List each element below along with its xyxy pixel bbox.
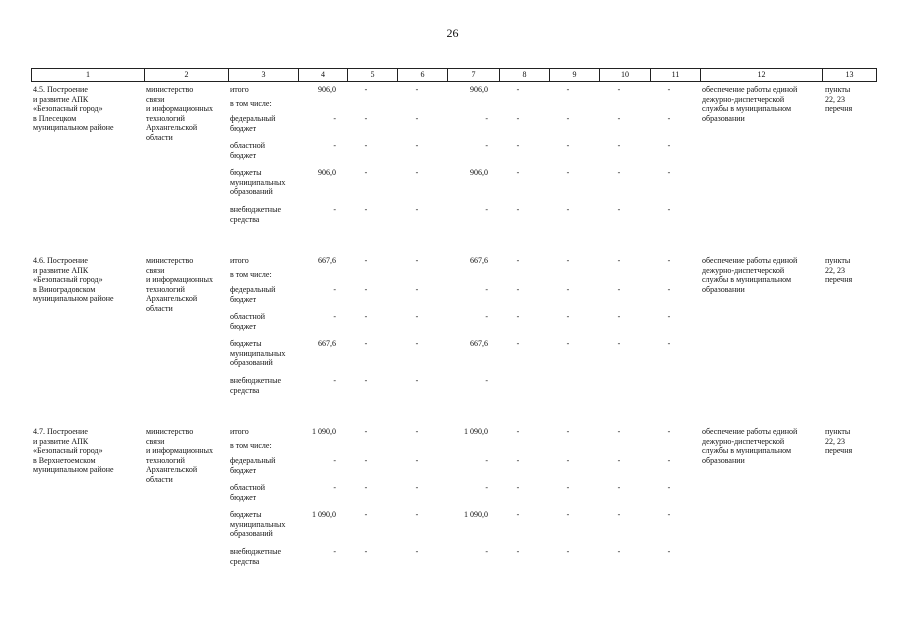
amount-cell: - — [485, 205, 488, 214]
amount-cell: 1 090,0 — [312, 510, 336, 519]
amount-cell: - — [364, 456, 368, 465]
activity-name: 4.6. Построение — [33, 256, 88, 265]
amount-cell: - — [617, 141, 621, 150]
header-cell-6: 6 — [398, 69, 448, 81]
amount-cell: 667,6 — [470, 339, 488, 348]
amount-cell: - — [364, 205, 368, 214]
expected-result: образовании — [702, 455, 745, 465]
amount-cell: - — [415, 85, 419, 94]
amount-cell: 1 090,0 — [464, 510, 488, 519]
executor-name: технологий — [146, 284, 185, 294]
funding-source-label: средства — [230, 214, 260, 224]
executor-name: области — [146, 132, 173, 142]
amount-cell: - — [667, 141, 671, 150]
amount-cell: - — [364, 285, 368, 294]
funding-source-label: бюджет — [230, 294, 257, 304]
table-row — [0, 85, 905, 245]
activity-name: «Безопасный город» — [33, 446, 103, 455]
activity-name: муниципальном районе — [33, 294, 114, 303]
amount-cell: - — [364, 312, 368, 321]
table-row — [0, 427, 905, 587]
amount-cell: - — [333, 312, 336, 321]
amount-cell: - — [617, 205, 621, 214]
executor-name: Архангельской — [146, 465, 198, 474]
amount-cell: - — [667, 547, 671, 556]
funding-source-label: бюджет — [230, 150, 257, 160]
expected-result: службы в муниципальном — [702, 275, 792, 284]
amount-cell: - — [516, 256, 520, 265]
amount-cell: - — [667, 205, 671, 214]
amount-cell: - — [364, 483, 368, 492]
amount-cell: - — [364, 339, 368, 348]
funding-source-label: образований — [230, 358, 273, 367]
amount-cell: - — [364, 427, 368, 436]
amount-cell: - — [617, 312, 621, 321]
expected-result: обеспечение работы единой — [702, 256, 798, 265]
executor-name: министерство — [146, 256, 194, 265]
amount-cell: - — [667, 510, 671, 519]
amount-cell: - — [566, 456, 570, 465]
amount-cell: - — [566, 141, 570, 150]
header-cell-10: 10 — [600, 69, 651, 81]
activity-name: муниципальном районе — [33, 465, 114, 474]
header-cell-2: 2 — [145, 69, 229, 81]
amount-cell: - — [516, 510, 520, 519]
amount-cell: - — [485, 376, 488, 385]
amount-cell: - — [617, 114, 621, 123]
amount-cell: - — [617, 85, 621, 94]
funding-source-label: федеральный — [230, 456, 276, 465]
amount-cell: - — [333, 114, 336, 123]
funding-source-label: средства — [230, 556, 260, 566]
expected-result: дежурно-диспетчерской — [702, 265, 785, 275]
header-cell-5: 5 — [348, 69, 398, 81]
activity-name: 4.7. Построение — [33, 427, 88, 436]
funding-source-label: федеральный — [230, 114, 276, 123]
executor-name: Архангельской — [146, 294, 198, 303]
expected-result: службы в муниципальном — [702, 104, 792, 113]
amount-cell: - — [516, 85, 520, 94]
executor-name: области — [146, 474, 173, 484]
funding-source-label: областной — [230, 483, 266, 492]
amount-cell: 906,0 — [470, 168, 488, 177]
expected-result: обеспечение работы единой — [702, 427, 798, 436]
amount-cell: - — [333, 456, 336, 465]
amount-cell: - — [566, 427, 570, 436]
amount-cell: - — [667, 339, 671, 348]
funding-source-label: бюджеты — [230, 339, 262, 348]
executor-name: связи — [146, 436, 165, 446]
activity-name: в Верхнетоемском — [33, 455, 96, 465]
header-cell-7: 7 — [448, 69, 500, 81]
amount-cell: - — [333, 205, 336, 214]
funding-source-label: муниципальных — [230, 519, 286, 529]
amount-cell: 1 090,0 — [312, 427, 336, 436]
reference-items: пункты — [825, 85, 851, 94]
activity-name: «Безопасный город» — [33, 275, 103, 284]
executor-name: и информационных — [146, 446, 213, 455]
executor-name: связи — [146, 265, 165, 275]
header-cell-4: 4 — [299, 69, 348, 81]
expected-result: службы в муниципальном — [702, 446, 792, 455]
amount-cell: 667,6 — [318, 256, 336, 265]
activity-name: и развитие АПК — [33, 265, 89, 275]
funding-source-label: муниципальных — [230, 348, 286, 358]
amount-cell: - — [516, 339, 520, 348]
amount-cell: - — [617, 256, 621, 265]
amount-cell: - — [415, 141, 419, 150]
activity-name: в Виноградовском — [33, 284, 96, 294]
amount-cell: - — [667, 114, 671, 123]
amount-cell: 667,6 — [318, 339, 336, 348]
funding-source-label: федеральный — [230, 285, 276, 294]
reference-items: пункты — [825, 256, 851, 265]
funding-source-label: итого — [230, 427, 249, 436]
amount-cell: - — [333, 285, 336, 294]
header-cell-11: 11 — [651, 69, 701, 81]
amount-cell: - — [333, 547, 336, 556]
expected-result: дежурно-диспетчерской — [702, 94, 785, 104]
funding-source-label: внебюджетные — [230, 547, 281, 556]
amount-cell: - — [516, 456, 520, 465]
amount-cell: - — [415, 285, 419, 294]
funding-source-label: бюджет — [230, 465, 257, 475]
executor-name: связи — [146, 94, 165, 104]
amount-cell: - — [617, 483, 621, 492]
amount-cell: - — [415, 427, 419, 436]
amount-cell: - — [485, 483, 488, 492]
amount-cell: - — [617, 456, 621, 465]
amount-cell: 906,0 — [318, 168, 336, 177]
amount-cell: - — [516, 205, 520, 214]
amount-cell: - — [566, 312, 570, 321]
reference-items: пункты — [825, 427, 851, 436]
amount-cell: - — [516, 427, 520, 436]
header-cell-1: 1 — [32, 69, 145, 81]
amount-cell: - — [667, 427, 671, 436]
reference-items: 22, 23 — [825, 94, 845, 104]
executor-name: министерство — [146, 427, 194, 436]
amount-cell: - — [566, 483, 570, 492]
amount-cell: 1 090,0 — [464, 427, 488, 436]
amount-cell: - — [485, 141, 488, 150]
amount-cell: - — [516, 312, 520, 321]
expected-result: образовании — [702, 284, 745, 294]
funding-source-label: бюджет — [230, 492, 257, 502]
executor-name: технологий — [146, 455, 185, 465]
amount-cell: - — [516, 168, 520, 177]
amount-cell: - — [485, 456, 488, 465]
table-row — [0, 256, 905, 416]
activity-name: и развитие АПК — [33, 436, 89, 446]
amount-cell: - — [364, 168, 368, 177]
amount-cell: - — [617, 285, 621, 294]
header-cell-8: 8 — [500, 69, 550, 81]
amount-cell: - — [516, 483, 520, 492]
amount-cell: - — [485, 285, 488, 294]
header-cell-9: 9 — [550, 69, 600, 81]
amount-cell: - — [566, 114, 570, 123]
amount-cell: - — [516, 285, 520, 294]
amount-cell: - — [333, 483, 336, 492]
amount-cell: 906,0 — [318, 85, 336, 94]
amount-cell: - — [516, 547, 520, 556]
funding-source-label: внебюджетные — [230, 376, 281, 385]
amount-cell: - — [364, 114, 368, 123]
funding-source-label: итого — [230, 256, 249, 265]
executor-name: министерство — [146, 85, 194, 94]
amount-cell: - — [485, 312, 488, 321]
funding-source-label: областной — [230, 312, 266, 321]
amount-cell: - — [566, 547, 570, 556]
funding-source-label: в том числе: — [230, 270, 272, 279]
amount-cell: - — [566, 85, 570, 94]
amount-cell: - — [415, 483, 419, 492]
amount-cell: - — [667, 168, 671, 177]
funding-source-label: бюджеты — [230, 510, 262, 519]
funding-source-label: в том числе: — [230, 99, 272, 108]
amount-cell: - — [364, 141, 368, 150]
amount-cell: - — [415, 547, 419, 556]
header-cell-3: 3 — [229, 69, 299, 81]
executor-name: технологий — [146, 113, 185, 123]
expected-result: дежурно-диспетчерской — [702, 436, 785, 446]
amount-cell: - — [364, 547, 368, 556]
header-cell-13: 13 — [823, 69, 877, 81]
amount-cell: - — [516, 114, 520, 123]
amount-cell: - — [333, 141, 336, 150]
amount-cell: - — [415, 376, 419, 385]
amount-cell: - — [364, 85, 368, 94]
amount-cell: - — [566, 339, 570, 348]
funding-source-label: бюджеты — [230, 168, 262, 177]
amount-cell: - — [566, 205, 570, 214]
amount-cell: - — [485, 547, 488, 556]
activity-name: и развитие АПК — [33, 94, 89, 104]
amount-cell: - — [566, 256, 570, 265]
executor-name: Архангельской — [146, 123, 198, 132]
amount-cell: - — [415, 456, 419, 465]
reference-items: перечня — [825, 104, 853, 113]
activity-name: 4.5. Построение — [33, 85, 88, 94]
page-number: 26 — [446, 26, 459, 40]
amount-cell: - — [617, 510, 621, 519]
amount-cell: - — [415, 256, 419, 265]
expected-result: образовании — [702, 113, 745, 123]
amount-cell: - — [617, 427, 621, 436]
amount-cell: - — [415, 114, 419, 123]
amount-cell: - — [617, 339, 621, 348]
amount-cell: - — [566, 285, 570, 294]
amount-cell: - — [364, 256, 368, 265]
executor-name: и информационных — [146, 275, 213, 284]
amount-cell: 906,0 — [470, 85, 488, 94]
expected-result: обеспечение работы единой — [702, 85, 798, 94]
amount-cell: - — [333, 376, 336, 385]
amount-cell: - — [516, 141, 520, 150]
amount-cell: - — [667, 483, 671, 492]
executor-name: области — [146, 303, 173, 313]
funding-source-label: образований — [230, 529, 273, 538]
amount-cell: - — [415, 510, 419, 519]
amount-cell: - — [415, 205, 419, 214]
reference-items: перечня — [825, 446, 853, 455]
amount-cell: 667,6 — [470, 256, 488, 265]
header-cell-12: 12 — [701, 69, 823, 81]
amount-cell: - — [415, 312, 419, 321]
funding-source-label: областной — [230, 141, 266, 150]
funding-source-label: бюджет — [230, 123, 257, 133]
table-header — [31, 68, 877, 82]
funding-source-label: в том числе: — [230, 441, 272, 450]
amount-cell: - — [667, 456, 671, 465]
reference-items: перечня — [825, 275, 853, 284]
amount-cell: - — [415, 168, 419, 177]
amount-cell: - — [667, 285, 671, 294]
amount-cell: - — [566, 510, 570, 519]
amount-cell: - — [617, 547, 621, 556]
funding-source-label: бюджет — [230, 321, 257, 331]
amount-cell: - — [617, 168, 621, 177]
amount-cell: - — [667, 85, 671, 94]
funding-source-label: муниципальных — [230, 177, 286, 187]
executor-name: и информационных — [146, 104, 213, 113]
amount-cell: - — [566, 168, 570, 177]
activity-name: муниципальном районе — [33, 123, 114, 132]
amount-cell: - — [364, 376, 368, 385]
amount-cell: - — [667, 256, 671, 265]
amount-cell: - — [415, 339, 419, 348]
funding-source-label: внебюджетные — [230, 205, 281, 214]
reference-items: 22, 23 — [825, 265, 845, 275]
amount-cell: - — [364, 510, 368, 519]
amount-cell: - — [485, 114, 488, 123]
funding-source-label: итого — [230, 85, 249, 94]
activity-name: «Безопасный город» — [33, 104, 103, 113]
amount-cell: - — [667, 312, 671, 321]
funding-source-label: средства — [230, 385, 260, 395]
activity-name: в Плесецком — [33, 113, 77, 123]
reference-items: 22, 23 — [825, 436, 845, 446]
funding-source-label: образований — [230, 187, 273, 196]
